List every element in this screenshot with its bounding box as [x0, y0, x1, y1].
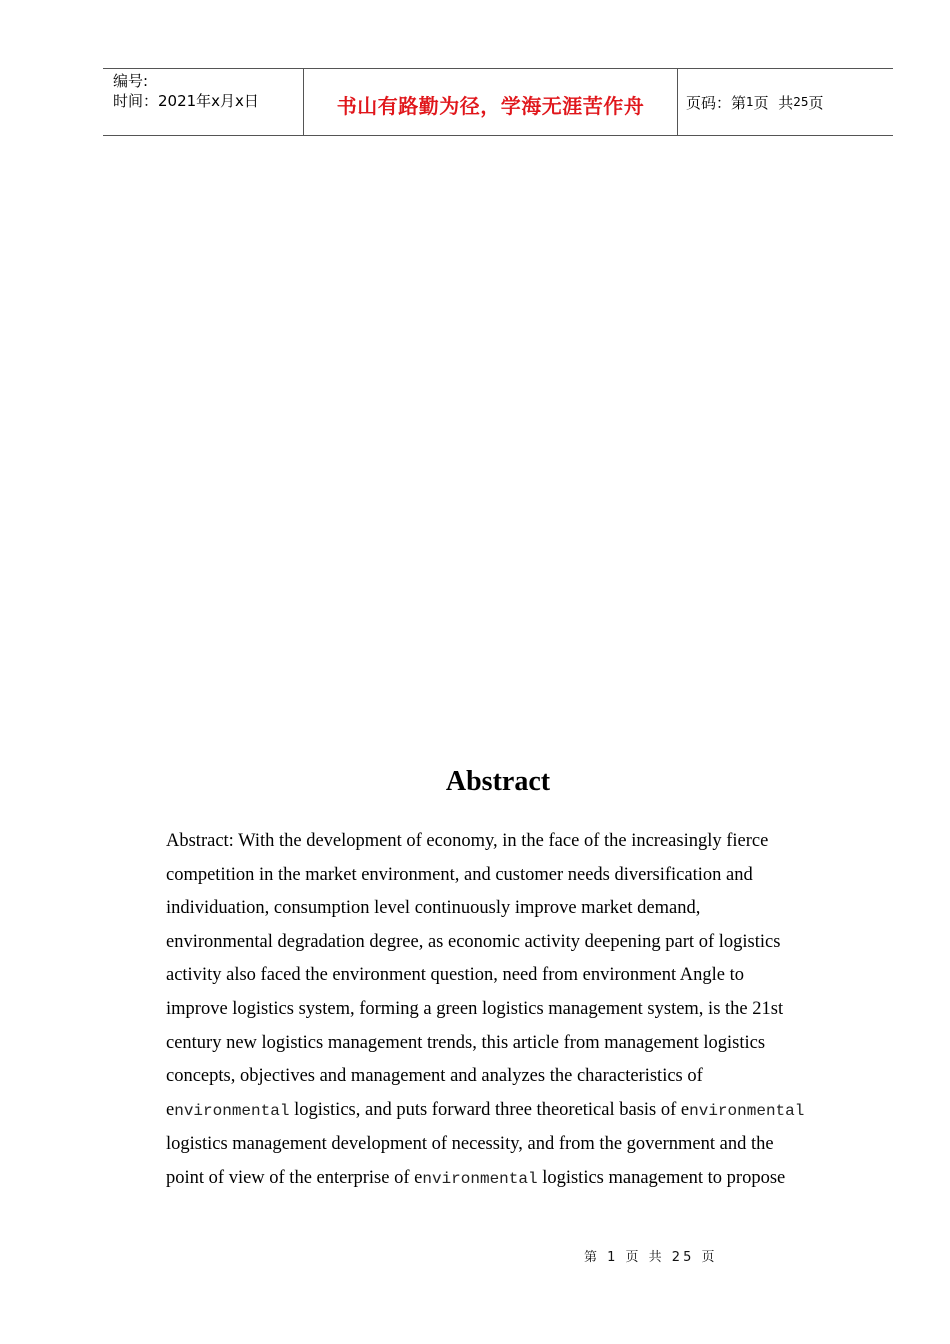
header-meta-cell	[103, 69, 304, 135]
header-page-cell	[678, 69, 893, 135]
line11-b: nvironmental	[422, 1169, 538, 1188]
abstract-line: individuation, consumption level continuously improve market demand,	[166, 898, 701, 919]
motto: 书山有路勤为径，学海无涯苦作舟	[336, 93, 645, 118]
page-footer: 第 1 页 共 25 页	[584, 1250, 718, 1265]
abstract-line: Abstract: With the development of economy, in the face of the increasingly fierce	[166, 831, 769, 851]
abstract-line: logistics management development of necessity, and from the government and the	[166, 1134, 774, 1155]
serial-label: 编号:	[113, 72, 149, 90]
line9-d: nvironmental	[689, 1101, 805, 1120]
line9-b: nvironmental	[174, 1101, 290, 1120]
header-motto-cell	[304, 69, 678, 135]
abstract-title: Abstract	[445, 766, 551, 797]
abstract-line	[166, 1094, 826, 1129]
abstract-line: competition in the market environment, and customer needs diversification and	[166, 864, 753, 885]
page-label: 页码：第	[686, 93, 747, 112]
line9-a: e	[166, 1099, 175, 1120]
abstract-line: concepts, objectives and management and analyzes the characteristics of	[166, 1066, 703, 1087]
abstract-line	[166, 1162, 826, 1197]
document-header	[103, 68, 893, 136]
line9-c: logistics, and puts forward three theoretical basis of e	[289, 1099, 690, 1120]
page-total: 25	[793, 95, 809, 109]
abstract-line: environmental degradation degree, as economic activity deepening part of logistics	[166, 931, 781, 952]
page-mid: 页 共	[753, 93, 794, 112]
abstract-line: improve logistics system, forming a green logistics management system, is the 21st	[166, 998, 784, 1019]
line11-a: point of view of the enterprise of e	[166, 1167, 423, 1188]
line11-c: logistics management to propose	[537, 1167, 786, 1188]
page-number: 1	[746, 95, 754, 109]
abstract-line: activity also faced the environment question, need from environment Angle to	[166, 965, 744, 986]
abstract-body	[166, 825, 826, 1197]
date-label: 时间：2021年x月x日	[113, 92, 259, 110]
page-end: 页	[808, 93, 824, 112]
abstract-line: century new logistics management trends, this article from management logistics	[166, 1032, 766, 1053]
